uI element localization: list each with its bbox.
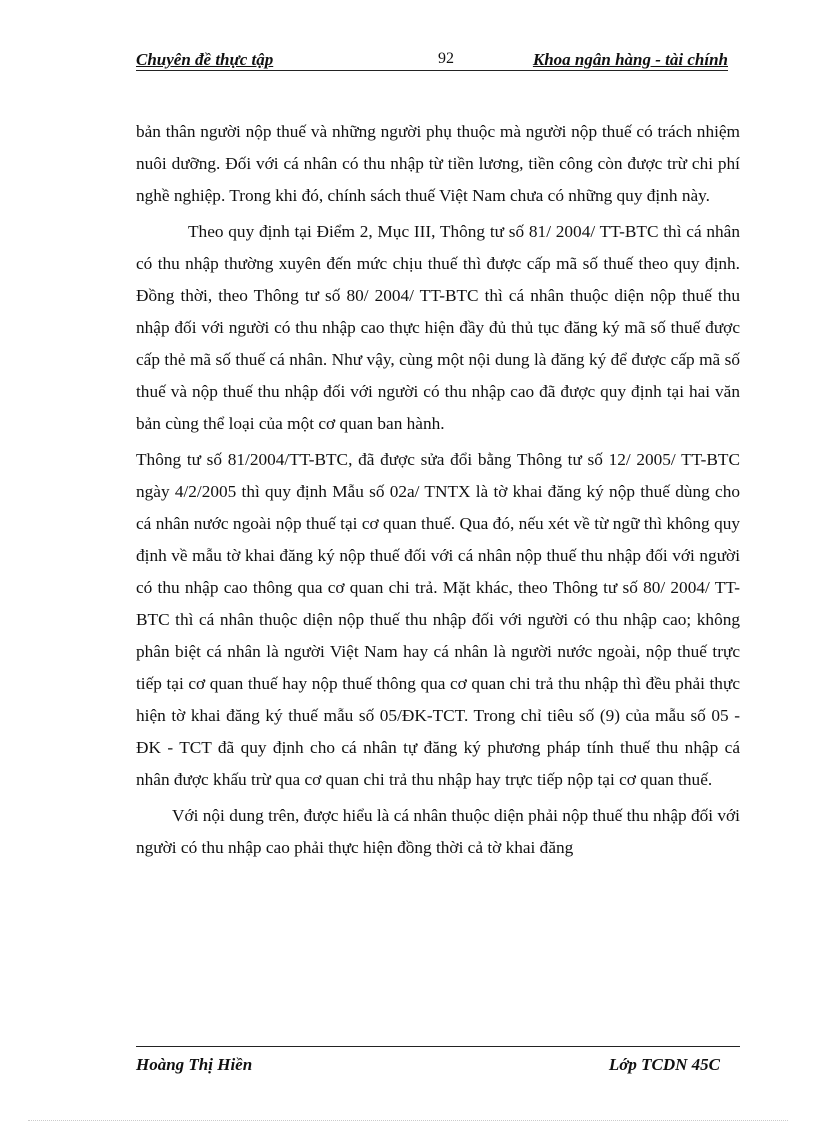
header-title: Chuyên đề thực tập (136, 50, 274, 69)
paragraph-2: Theo quy định tại Điểm 2, Mục III, Thông tư số 81/ 2004/ TT-BTC thì cá nhân có thu nhập thường xuyên đến mức chịu thuế thì được cấp mã số thuế theo quy định. Đồng thời, theo Thông tư số 80/ 2004/ TT-BTC thì cá nhân thuộc diện nộp thuế thu nhập đối với người có thu nhập cao thực hiện đầy đủ thủ tục đăng ký mã số thuế được cấp thẻ mã số thuế cá nhân. Như vậy, cùng một nội dung là đăng ký để được cấp mã số thuế và nộp thuế thu nhập đối với người có thu nhập cao đã được quy định tại hai văn bản cùng thể loại của một cơ quan ban hành. (136, 222, 740, 433)
paragraph-3: Thông tư số 81/2004/TT-BTC, đã được sửa đổi bằng Thông tư số 12/ 2005/ TT-BTC ngày 4/2/2005 thì quy định Mẫu số 02a/ TNTX là tờ khai đăng ký nộp thuế dùng cho cá nhân nước ngoài nộp thuế tại cơ quan thuế. Qua đó, nếu xét về từ ngữ thì không quy định về mẫu tờ khai đăng ký nộp thuế đối với cá nhân nộp thuế thu nhập đối với người có thu nhập cao thông qua cơ quan chi trả. Mặt khác, theo Thông tư số 80/ 2004/ TT-BTC thì cá nhân thuộc diện nộp thuế thu nhập đối với người có thu nhập cao; không phân biệt cá nhân là người Việt Nam hay cá nhân là người nước ngoài, nộp thuế trực tiếp tại cơ quan thuế hay nộp thuế thông qua cơ quan chi trả thu nhập thì đều phải thực hiện tờ khai đăng ký thuế mẫu số 05/ĐK-TCT. Trong chỉ tiêu số (9) của mẫu số 05 - ĐK - TCT đã quy định cho cá nhân tự đăng ký phương pháp tính thuế thu nhập cá nhân được khấu trừ qua cơ quan chi trả thu nhập hay trực tiếp nộp tại cơ quan thuế. (136, 450, 740, 789)
paragraph-1: bản thân người nộp thuế và những người phụ thuộc mà người nộp thuế có trách nhiệm nuôi dưỡng. Đối với cá nhân có thu nhập từ tiền lương, tiền công còn được trừ chi phí nghề nghiệp. Trong khi đó, chính sách thuế Việt Nam chưa có những quy định này. (136, 122, 740, 205)
page-footer (136, 1046, 740, 1079)
header-department: Khoa ngân hàng - tài chính (532, 50, 728, 69)
footer-class: Lớp TCDN 45C (608, 1055, 720, 1074)
paragraph-4: Với nội dung trên, được hiểu là cá nhân thuộc diện phải nộp thuế thu nhập đối với người có thu nhập cao phải thực hiện đồng thời cả tờ khai đăng (136, 806, 740, 857)
footer-author: Hoàng Thị Hiền (136, 1055, 253, 1074)
page-edge-divider (28, 1120, 788, 1121)
document-body (136, 116, 740, 868)
page-header (136, 48, 728, 71)
page-number: 92 (438, 50, 454, 67)
